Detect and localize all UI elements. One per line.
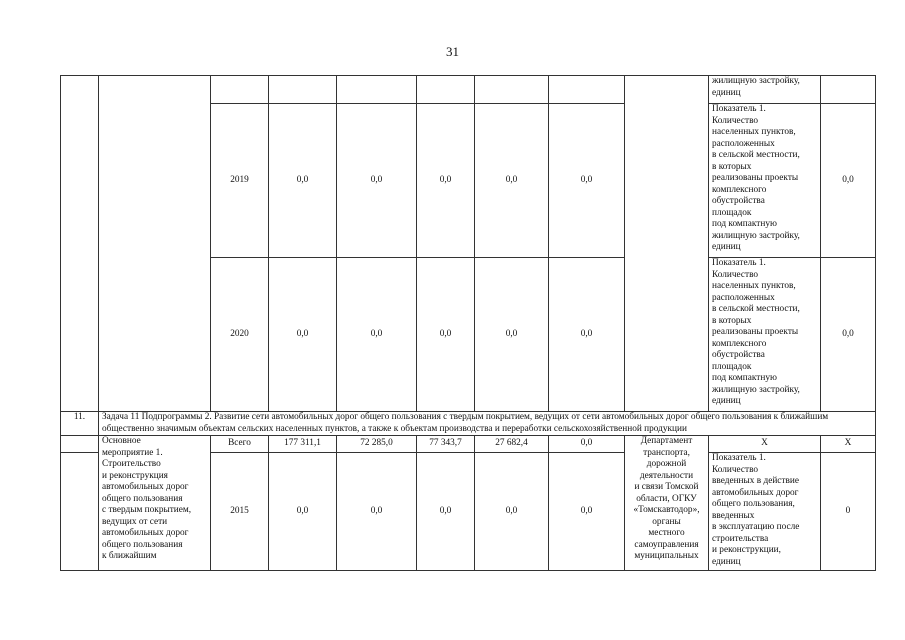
- page-number: 31: [446, 44, 459, 59]
- value-cell: 27 682,4: [475, 436, 549, 453]
- value-cell: 0,0: [337, 104, 417, 258]
- value-cell: 72 285,0: [337, 436, 417, 453]
- task-number: 11.: [61, 412, 99, 436]
- year-cell: 2020: [211, 258, 269, 412]
- value-cell: 77 343,7: [417, 436, 475, 453]
- indicator-cell: Показатель 1. Количество населенных пунктов, расположенных в сельской местности, в которых реализованы проекты комплексного обустройства площадок под компактную жилищную застройку, единиц: [709, 258, 821, 412]
- indicator-value-cell: Х: [821, 436, 876, 453]
- value-cell: 0,0: [549, 258, 625, 412]
- value-cell: 0,0: [269, 258, 337, 412]
- indicator-cell: Х: [709, 436, 821, 453]
- indicator-cell: жилищную застройку, единиц: [709, 76, 821, 104]
- task-title: Задача 11 Подпрограммы 2. Развитие сети автомобильных дорог общего пользования с твердым покрытием, ведущих от сети автомобильных дорог общего пользования к ближайшим общественно значимым объектам сельских населенных пунктов, а также к объектам производства и переработки сельскохозяйственной продукции: [99, 412, 876, 436]
- program-table: [60, 75, 876, 571]
- table-row: [61, 436, 876, 453]
- indicator-cell: Показатель 1. Количество населенных пунктов, расположенных в сельской местности, в которых реализованы проекты комплексного обустройства площадок под компактную жилищную застройку, единиц: [709, 104, 821, 258]
- value-cell: 0,0: [269, 453, 337, 571]
- value-cell: 0,0: [269, 104, 337, 258]
- indicator-cell: Показатель 1. Количество введенных в действие автомобильных дорог общего пользования, введенных в эксплуатацию после строительства и реконструкции, единиц: [709, 453, 821, 571]
- value-cell: 0,0: [549, 436, 625, 453]
- value-cell: 0,0: [417, 258, 475, 412]
- value-cell: 0,0: [475, 258, 549, 412]
- value-cell: 0,0: [475, 453, 549, 571]
- activity-cell-empty: [99, 76, 211, 412]
- value-cell: 0,0: [549, 453, 625, 571]
- indicator-value-cell: 0,0: [821, 104, 876, 258]
- value-cell: 0,0: [337, 258, 417, 412]
- value-cell: 0,0: [549, 104, 625, 258]
- number-cell-empty: [61, 76, 99, 412]
- value-cell: 0,0: [475, 104, 549, 258]
- total-label: Всего: [211, 436, 269, 453]
- indicator-value-cell: 0,0: [821, 258, 876, 412]
- value-cell: 0,0: [417, 104, 475, 258]
- table-row: [61, 76, 876, 104]
- year-cell: 2015: [211, 453, 269, 571]
- value-cell: 0,0: [417, 453, 475, 571]
- value-cell: 177 311,1: [269, 436, 337, 453]
- indicator-value-cell: 0: [821, 453, 876, 571]
- executor-cell-empty: [625, 76, 709, 412]
- year-cell: 2019: [211, 104, 269, 258]
- value-cell: 0,0: [337, 453, 417, 571]
- activity-cell: Основное мероприятие 1. Строительство и реконструкция автомобильных дорог общего пользования с твердым покрытием, ведущих от сети автомобильных дорог общего пользования к ближайшим: [99, 436, 211, 571]
- task-row: [61, 412, 876, 436]
- executor-cell: Департамент транспорта, дорожной деятельности и связи Томской области, ОГКУ «Томскавтодор», органы местного самоуправления муниципальных: [625, 436, 709, 571]
